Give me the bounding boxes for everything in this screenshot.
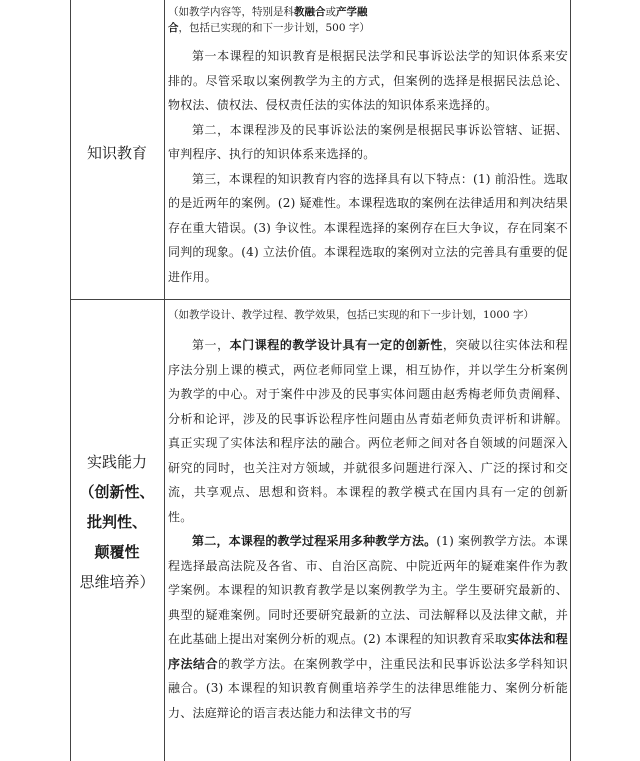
table-border-right	[570, 0, 571, 761]
row2-label-line-4: 颠覆性	[94, 543, 140, 561]
row-label-practical-ability	[72, 447, 162, 597]
row2-paragraph-1: 第一，本门课程的教学设计具有一定的创新性，突破以往实体法和程序法分别上课的模式，两位老师同堂上课，相互协作，并以学生分析案例为教学的中心。对于案件中涉及的民事实体问题由赵秀梅老师负责阐释、分析和论评，涉及的民事诉讼程序性问题由丛青茹老师负责评析和讲解。真正实现了实体法和程序法的融合。两位老师之间对各自领域的问题深入研究的同时，也关注对方领域，并就很多问题进行深入、广泛的探讨和交流，共享观点、思想和资料。本课程的教学模式在国内具有一定的创新性。	[168, 338, 568, 524]
row2-label-line-1: 实践能力	[86, 453, 147, 471]
table-border-left	[70, 0, 71, 761]
row1-paragraph-1: 第一本课程的知识教育是根据民法学和民事诉讼法学的知识体系来安排的。尽管采取以案例教学为主的方式，但案例的选择是根据民法总论、物权法、债权法、侵权责任法的实体法的知识体系来选择的。	[168, 49, 568, 112]
row1-guideline-note: （如教学内容等，特别是科教融合或产学融合，包括已实现的和下一步计划，500 字）	[168, 6, 370, 34]
row1-paragraph-3: 第三，本课程的知识教育内容的选择具有以下特点：(1) 前沿性。选取的是近两年的案例。(2) 疑难性。本课程选取的案例在法律适用和判决结果存在重大错误。(3) 争议性。本课程选择的案例存在巨大争议，存在同案不同判的现象。(4) 立法价值。本课程选取的案例对立法的完善具有重要的促进作用。	[168, 171, 568, 284]
row2-label-line-2: （创新性、	[79, 483, 155, 501]
row2-paragraph-2: 第二，本课程的教学过程采用多种教学方法。(1) 案例教学方法。本课程选择最高法院及各省、市、自治区高院、中院近两年的疑难案件作为教学案例。本课程的知识教育教学是以案例教学为主。学生要研究最新的、典型的疑难案例。同时还要研究最新的立法、司法解释以及法律文献，并在此基础上提出对案例分析的观点。(2) 本课程的知识教育采取实体法和程序法结合的教学方法。在案例教学中，注重民法和民事诉讼法多学科知识融合。(3) 本课程的知识教育侧重培养学生的法律思维能力、案例分析能力、法庭辩论的语言表达能力和法律文书的写	[168, 534, 568, 720]
table-row-divider	[70, 299, 571, 300]
row-label-text: 知识教育	[86, 144, 147, 162]
row-label-knowledge-education	[72, 138, 162, 168]
row2-label-line-5: 思维培养）	[79, 573, 155, 591]
table-column-divider	[164, 0, 165, 761]
row2-content	[168, 307, 568, 725]
row2-label-line-3: 批判性、	[86, 513, 147, 531]
row2-guideline-note: （如教学设计、教学过程、教学效果，包括已实现的和下一步计划，1000 字）	[168, 309, 535, 321]
row1-paragraph-2: 第二，本课程涉及的民事诉讼法的案例是根据民事诉讼管辖、证据、审判程序、执行的知识体系来选择的。	[168, 122, 568, 161]
row1-content	[168, 4, 568, 289]
